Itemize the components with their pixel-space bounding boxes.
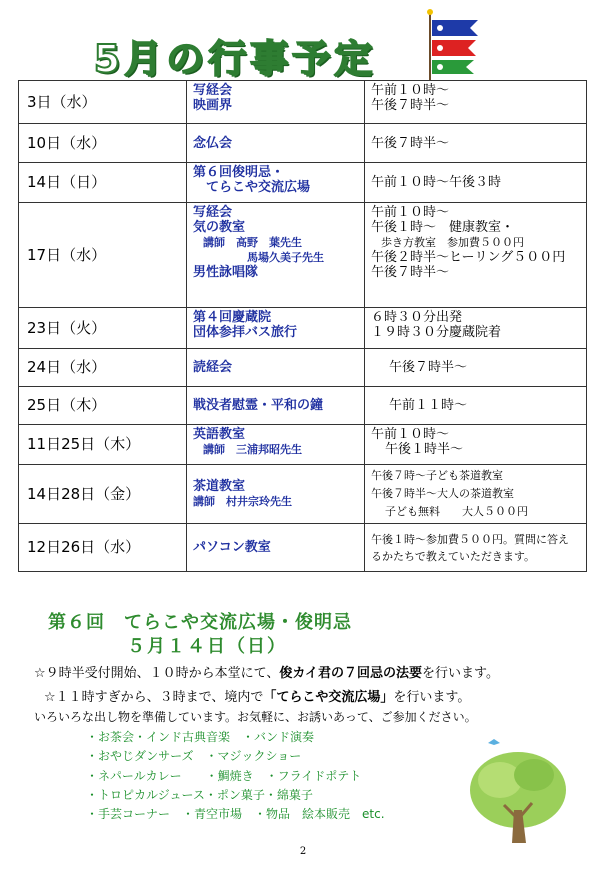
- table-row: [19, 81, 587, 124]
- schedule-table: [18, 80, 587, 572]
- time-cell: 午前１０時～ 午後１時半～: [365, 425, 587, 465]
- time-cell: 午後７時半～: [365, 349, 587, 387]
- announcement-line-2: ☆１１時すぎから、３時まで、境内で「てらこや交流広場」を行います。: [44, 690, 471, 705]
- event-section-date: ５月１４日（日）: [127, 636, 287, 657]
- booth-list-item: ・トロピカルジュース・ポン菓子・綿菓子: [86, 788, 313, 802]
- tree-icon: [458, 735, 578, 845]
- event-cell: 英語教室 講師 三浦邦昭先生: [187, 425, 365, 465]
- booth-list-item: ・ネパールカレー ・鯛焼き ・フライドポテト: [86, 769, 362, 783]
- event-cell: パソコン教室: [187, 524, 365, 572]
- table-row: [19, 203, 587, 308]
- page-title: 5月の行事予定: [93, 37, 377, 81]
- koinobori-icon: [418, 8, 488, 80]
- table-row: [19, 308, 587, 349]
- table-row: [19, 425, 587, 465]
- announcement-line-3: いろいろな出し物を準備しています。お気軽に、お誘いあって、ご参加ください。: [34, 710, 477, 724]
- event-cell: 第４回慶蔵院 団体参拝バス旅行: [187, 308, 365, 349]
- time-cell: 午後１時～参加費５００円。質問に答え るかたちで教えていただきます。: [365, 524, 587, 572]
- date-cell: 23日（火）: [19, 308, 187, 349]
- booth-list-item: ・手芸コーナー ・青空市場 ・物品 絵本販売 etc.: [86, 807, 385, 821]
- time-cell: 午後７時半～: [365, 124, 587, 163]
- time-cell: 午前１１時～: [365, 387, 587, 425]
- date-cell: 14日28日（金）: [19, 465, 187, 524]
- table-row: [19, 124, 587, 163]
- time-cell: 午前１０時～ 午後７時半～: [365, 81, 587, 124]
- booth-list-item: ・お茶会・インド古典音楽 ・バンド演奏: [86, 730, 315, 744]
- date-cell: 10日（水）: [19, 124, 187, 163]
- event-cell: 写経会 映画界: [187, 81, 365, 124]
- date-cell: 3日（水）: [19, 81, 187, 124]
- date-cell: 17日（水）: [19, 203, 187, 308]
- table-row: [19, 524, 587, 572]
- time-cell: 午前１０時～ 午後１時～ 健康教室・ 歩き方教室 参加費５００円 午後２時半～ヒーリング５００円 午後７時半～: [365, 203, 587, 308]
- time-cell: 午前１０時～午後３時: [365, 163, 587, 203]
- table-row: [19, 387, 587, 425]
- booth-list-item: ・おやじダンサーズ ・マジックショー: [86, 749, 302, 763]
- event-cell: 茶道教室 講師 村井宗玲先生: [187, 465, 365, 524]
- time-cell: 午後７時～子ども茶道教室 午後７時半～大人の茶道教室 子ども無料 大人５００円: [365, 465, 587, 524]
- event-cell: 写経会 気の教室 講師 高野 葉先生 馬場久美子先生 男性詠唱隊: [187, 203, 365, 308]
- announcement-line-1: ☆９時半受付開始、１０時から本堂にて、俊カイ君の７回忌の法要を行います。: [34, 666, 499, 681]
- event-cell: 第６回俊明忌・ てらこや交流広場: [187, 163, 365, 203]
- event-section-title: 第６回 てらこや交流広場・俊明忌: [48, 612, 352, 633]
- page-number: 2: [299, 846, 307, 857]
- date-cell: 14日（日）: [19, 163, 187, 203]
- date-cell: 24日（水）: [19, 349, 187, 387]
- time-cell: ６時３０分出発 １９時３０分慶蔵院着: [365, 308, 587, 349]
- table-row: [19, 465, 587, 524]
- table-row: [19, 163, 587, 203]
- event-cell: 戦没者慰霊・平和の鐘: [187, 387, 365, 425]
- date-cell: 11日25日（木）: [19, 425, 187, 465]
- event-cell: 読経会: [187, 349, 365, 387]
- table-row: [19, 349, 587, 387]
- date-cell: 12日26日（水）: [19, 524, 187, 572]
- date-cell: 25日（木）: [19, 387, 187, 425]
- event-cell: 念仏会: [187, 124, 365, 163]
